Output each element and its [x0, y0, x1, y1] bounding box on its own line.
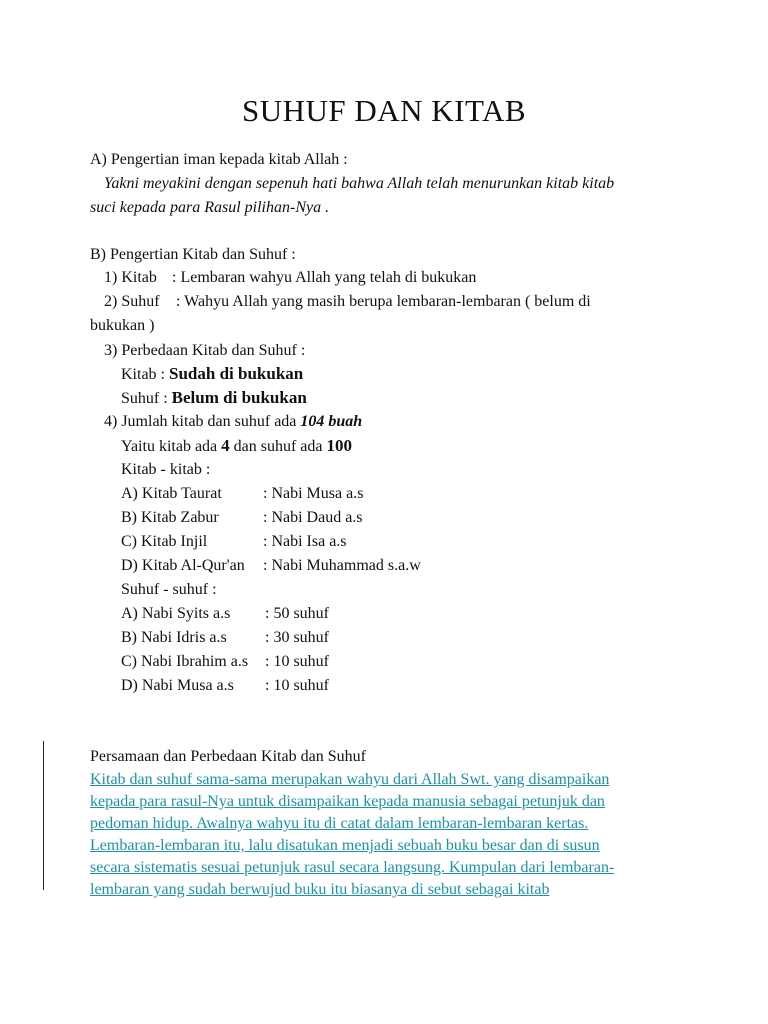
total-count-label: 4) Jumlah kitab dan suhuf ada — [104, 413, 301, 430]
list-item — [121, 652, 329, 672]
page-title: SUHUF DAN KITAB — [241, 93, 527, 128]
list-item — [121, 628, 329, 648]
kitab-difference-label: Kitab : — [121, 366, 169, 383]
kitab-name: C) Kitab Injil — [121, 533, 208, 550]
comparison-text-line[interactable]: Kitab dan suhuf sama-sama merupakan wahyu dari Allah Swt. yang disampaikan — [90, 771, 610, 788]
count-breakdown-text: Yaitu kitab ada — [121, 438, 222, 455]
kitab-count: 4 — [221, 436, 230, 455]
suhuf-definition-label: 2) Suhuf — [104, 293, 160, 310]
list-item — [121, 532, 347, 552]
kitab-difference-value: Sudah di bukukan — [169, 364, 304, 383]
suhuf-difference-label: Suhuf : — [121, 390, 172, 407]
kitab-prophet: : Nabi Muhammad s.a.w — [263, 557, 421, 574]
total-count — [104, 412, 362, 432]
suhuf-list-heading: Suhuf - suhuf : — [121, 581, 217, 598]
list-item — [121, 508, 363, 528]
kitab-list-heading: Kitab - kitab : — [121, 461, 211, 478]
suhuf-prophet: A) Nabi Syits a.s — [121, 605, 231, 622]
kitab-name: D) Kitab Al-Qur'an — [121, 557, 245, 574]
difference-heading: 3) Perbedaan Kitab dan Suhuf : — [104, 342, 306, 359]
total-count-value: 104 buah — [300, 413, 363, 430]
suhuf-difference-value: Belum di bukukan — [171, 388, 307, 407]
kitab-definition-text: : Lembaran wahyu Allah yang telah di bukukan — [172, 269, 477, 286]
section-b-heading: B) Pengertian Kitab dan Suhuf : — [90, 246, 296, 263]
comparison-text-line[interactable]: kepada para rasul-Nya untuk disampaikan kepada manusia sebagai petunjuk dan — [90, 793, 605, 810]
suhuf-prophet: C) Nabi Ibrahim a.s — [121, 653, 249, 670]
suhuf-definition — [104, 292, 591, 312]
section-a-definition-line-2: suci kepada para Rasul pilihan-Nya . — [90, 199, 330, 216]
suhuf-count: : 10 suhuf — [265, 677, 329, 694]
kitab-definition — [104, 268, 476, 288]
list-item — [121, 676, 329, 696]
suhuf-prophet: D) Nabi Musa a.s — [121, 677, 234, 694]
kitab-prophet: : Nabi Isa a.s — [263, 533, 347, 550]
suhuf-count: : 10 suhuf — [265, 653, 329, 670]
margin-change-bar — [43, 741, 44, 890]
list-item — [121, 556, 421, 576]
comparison-text-line[interactable]: lembaran yang sudah berwujud buku itu biasanya di sebut sebagai kitab — [90, 881, 550, 898]
suhuf-count: : 50 suhuf — [265, 605, 329, 622]
kitab-definition-label: 1) Kitab — [104, 269, 157, 286]
count-breakdown-text-2: dan suhuf ada — [229, 438, 327, 455]
suhuf-count: 100 — [326, 436, 352, 455]
list-item — [121, 484, 363, 504]
suhuf-prophet: B) Nabi Idris a.s — [121, 629, 227, 646]
suhuf-definition-text: : Wahyu Allah yang masih berupa lembaran-lembaran ( belum di — [176, 293, 591, 310]
kitab-name: A) Kitab Taurat — [121, 485, 222, 502]
kitab-name: B) Kitab Zabur — [121, 509, 219, 526]
list-item — [121, 604, 329, 624]
kitab-prophet: : Nabi Musa a.s — [263, 485, 364, 502]
comparison-heading: Persamaan dan Perbedaan Kitab dan Suhuf — [90, 748, 366, 765]
comparison-text-line[interactable]: secara sistematis sesuai petunjuk rasul secara langsung. Kumpulan dari lembaran- — [90, 859, 615, 876]
suhuf-count: : 30 suhuf — [265, 629, 329, 646]
section-a-definition-line-1: Yakni meyakini dengan sepenuh hati bahwa Allah telah menurunkan kitab kitab — [104, 175, 615, 192]
section-a-heading: A) Pengertian iman kepada kitab Allah : — [90, 151, 348, 168]
suhuf-definition-continued: bukukan ) — [90, 317, 155, 334]
comparison-text-line[interactable]: Lembaran-lembaran itu, lalu disatukan menjadi sebuah buku besar dan di susun — [90, 837, 600, 854]
kitab-difference — [121, 364, 303, 385]
suhuf-difference — [121, 388, 307, 409]
kitab-prophet: : Nabi Daud a.s — [263, 509, 363, 526]
count-breakdown — [121, 436, 352, 457]
comparison-text-line[interactable]: pedoman hidup. Awalnya wahyu itu di catat dalam lembaran-lembaran kertas. — [90, 815, 589, 832]
